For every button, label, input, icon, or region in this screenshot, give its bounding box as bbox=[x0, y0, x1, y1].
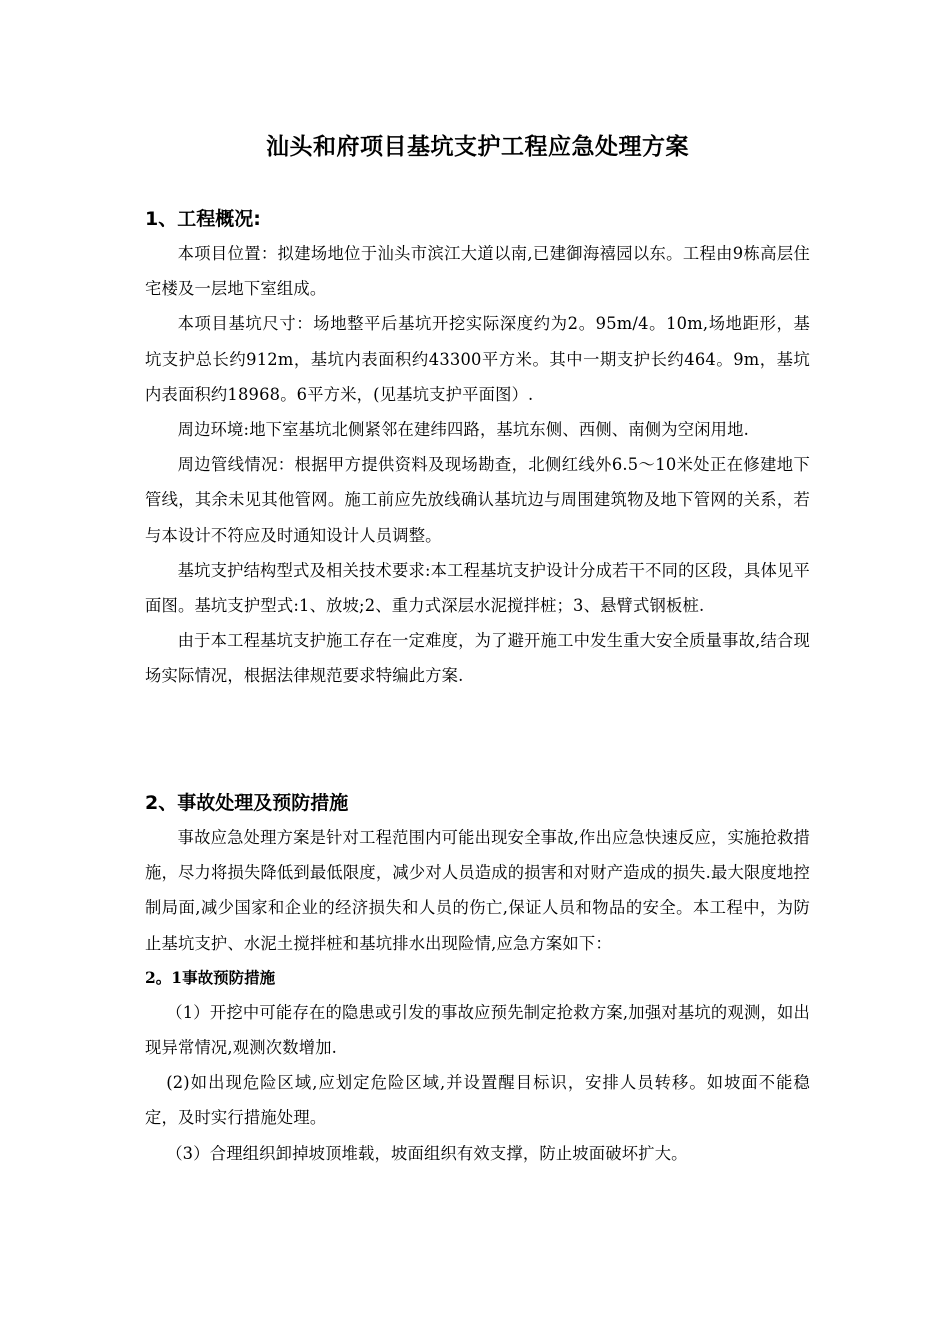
list-item: （3）合理组织卸掉坡顶堆载，坡面组织有效支撑，防止坡面破坏扩大。 bbox=[166, 1143, 688, 1163]
paragraph-pipelines: 周边管线情况：根据甲方提供资料及现场勘查，北侧红线外6.5～10米处正在修建地下管线，其余未见其他管网。施工前应先放线确认基坑边与周围建筑物及地下管网的关系，若与本设计不符应及时通知设计人员调整。 bbox=[145, 455, 810, 545]
section-project-overview bbox=[145, 202, 810, 694]
section-heading-overview: 1、工程概况: bbox=[145, 208, 261, 230]
document-title: 汕头和府项目基坑支护工程应急处理方案 bbox=[266, 134, 689, 160]
paragraph-support-structure: 基坑支护结构型式及相关技术要求:本工程基坑支护设计分成若干不同的区段，具体见平面图。基坑支护型式:1、放坡;2、重力式深层水泥搅拌桩；3、悬臂式钢板桩. bbox=[145, 560, 810, 616]
paragraph-surroundings: 周边环境:地下室基坑北侧紧邻在建纬四路，基坑东侧、西侧、南侧为空闲用地. bbox=[177, 420, 750, 440]
paragraph-purpose: 由于本工程基坑支护施工存在一定难度，为了避开施工中发生重大安全质量事故,结合现场实际情况，根据法律规范要求特编此方案. bbox=[145, 631, 810, 686]
section-heading-accident: 2、事故处理及预防措施 bbox=[145, 792, 349, 814]
list-item: (2)如出现危险区域,应划定危险区域,并设置醒目标识，安排人员转移。如坡面不能稳定，及时实行措施处理。 bbox=[145, 1073, 810, 1128]
list-item: （1）开挖中可能存在的隐患或引发的事故应预先制定抢救方案,加强对基坑的观测，如出现异常情况,观测次数增加. bbox=[145, 1002, 810, 1058]
paragraph-pit-size: 本项目基坑尺寸：场地整平后基坑开挖实际深度约为2。95m/4。10m,场地距形，基坑支护总长约912m，基坑内表面积约43300平方米。其中一期支护长约464。9m，基坑内表面积约18968。6平方米，(见基坑支护平面图）. bbox=[145, 314, 810, 404]
section-accident-handling bbox=[145, 786, 810, 1171]
paragraph-location: 本项目位置：拟建场地位于汕头市滨江大道以南,已建御海禧园以东。工程由9栋高层住宅楼及一层地下室组成。 bbox=[145, 244, 810, 299]
paragraph-emergency-plan: 事故应急处理方案是针对工程范围内可能出现安全事故,作出应急快速反应，实施抢救措施，尽力将损失降低到最低限度，减少对人员造成的损害和对财产造成的损失.最大限度地控制局面,减少国家和企业的经济损失和人员的伤亡,保证人员和物品的安全。本工程中，为防止基坑支护、水泥土搅拌桩和基坑排水出现险情,应急方案如下： bbox=[145, 828, 810, 953]
subsection-heading-prevention: 2。1事故预防措施 bbox=[145, 967, 276, 987]
